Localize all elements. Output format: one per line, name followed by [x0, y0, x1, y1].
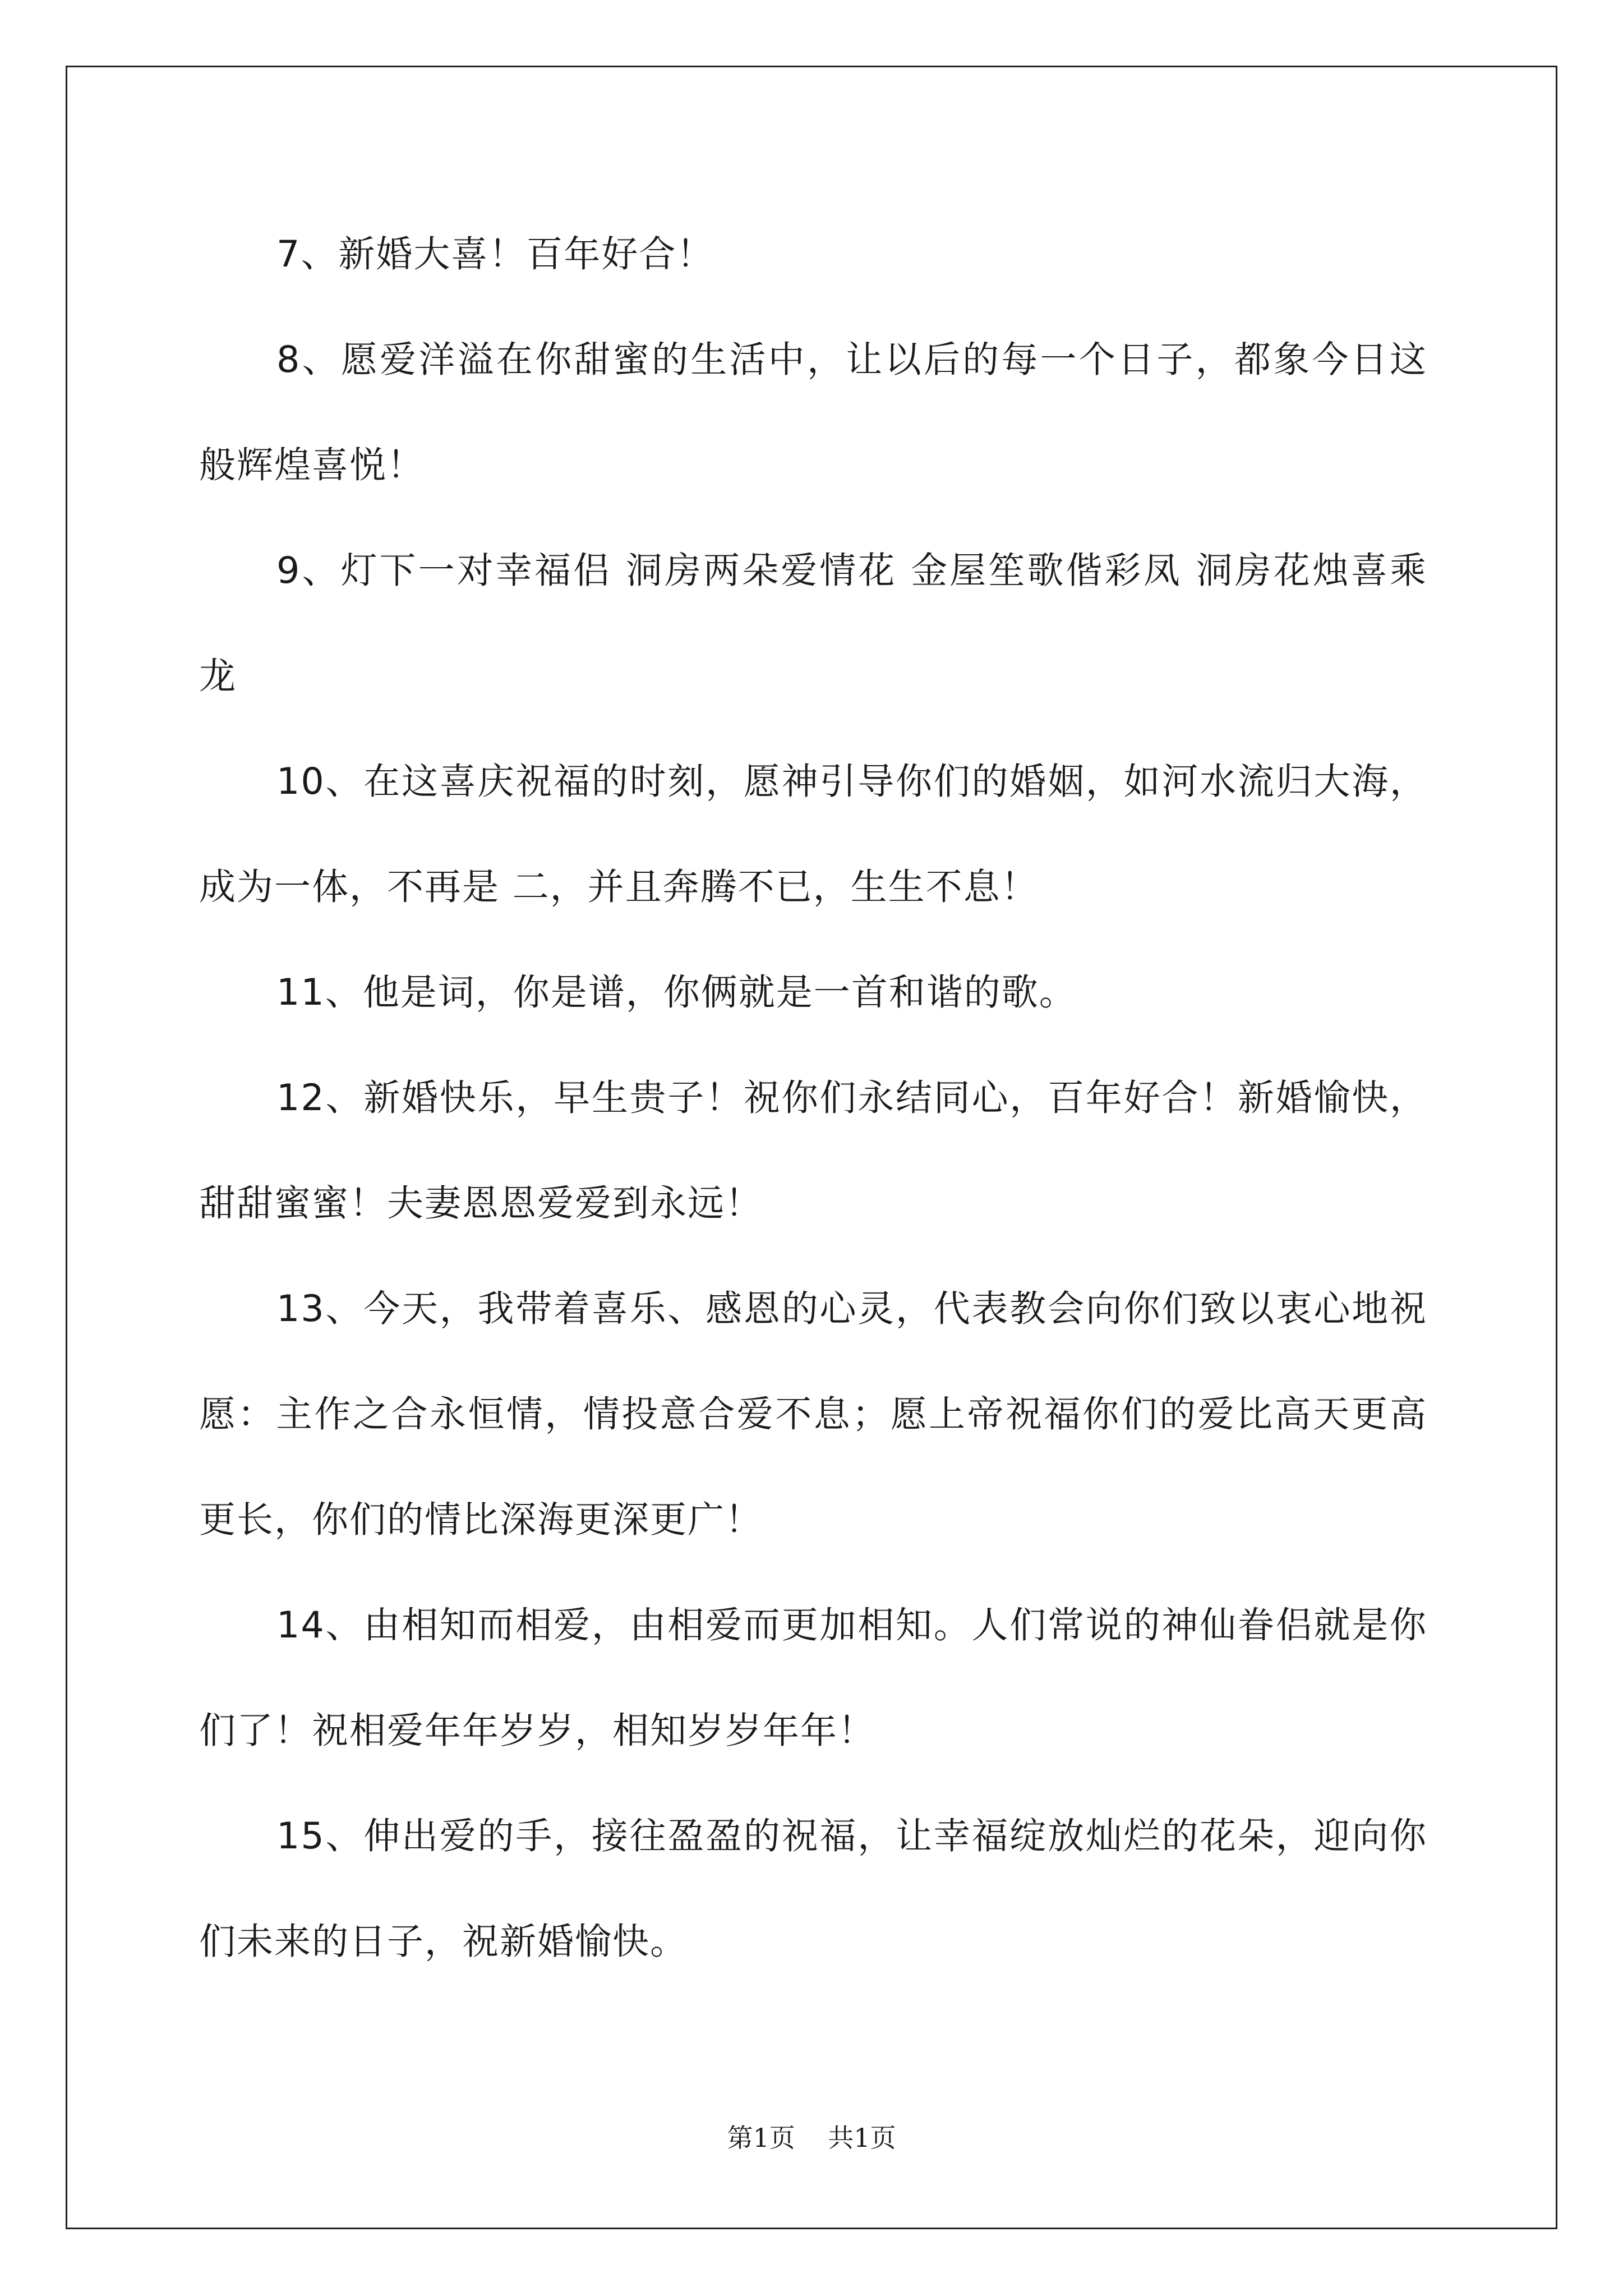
page-total: 共1页	[828, 2123, 896, 2153]
page-footer	[0, 2118, 1623, 2155]
page-number: 第1页	[727, 2123, 795, 2153]
paragraph-13: 13、今天，我带着喜乐、感恩的心灵，代表教会向你们致以衷心地祝愿：主作之合永恒情，情投意合爱不息；愿上帝祝福你们的爱比高天更高更长，你们的情比深海更深更广！	[199, 1288, 1427, 1541]
document-body	[199, 202, 1427, 1995]
paragraph-11: 11、他是词，你是谱，你俩就是一首和谐的歌。	[276, 972, 1077, 1014]
paragraph-8: 8、愿爱洋溢在你甜蜜的生活中，让以后的每一个日子，都象今日这般辉煌喜悦！	[199, 339, 1427, 486]
paragraph-7: 7、新婚大喜！百年好合！	[276, 233, 714, 275]
paragraph-15: 15、伸出爱的手，接往盈盈的祝福，让幸福绽放灿烂的花朵，迎向你们未来的日子，祝新婚愉快。	[199, 1815, 1427, 1963]
paragraph-9: 9、灯下一对幸福侣 洞房两朵爱情花 金屋笙歌偕彩凤 洞房花烛喜乘龙	[199, 550, 1427, 697]
paragraph-10: 10、在这喜庆祝福的时刻，愿神引导你们的婚姻，如河水流归大海，成为一体，不再是 二，并且奔腾不已，生生不息！	[199, 761, 1427, 908]
paragraph-12: 12、新婚快乐，早生贵子！祝你们永结同心，百年好合！新婚愉快，甜甜蜜蜜！夫妻恩恩爱爱到永远！	[199, 1077, 1427, 1225]
paragraph-14: 14、由相知而相爱，由相爱而更加相知。人们常说的神仙眷侣就是你们了！祝相爱年年岁岁，相知岁岁年年！	[199, 1604, 1427, 1752]
